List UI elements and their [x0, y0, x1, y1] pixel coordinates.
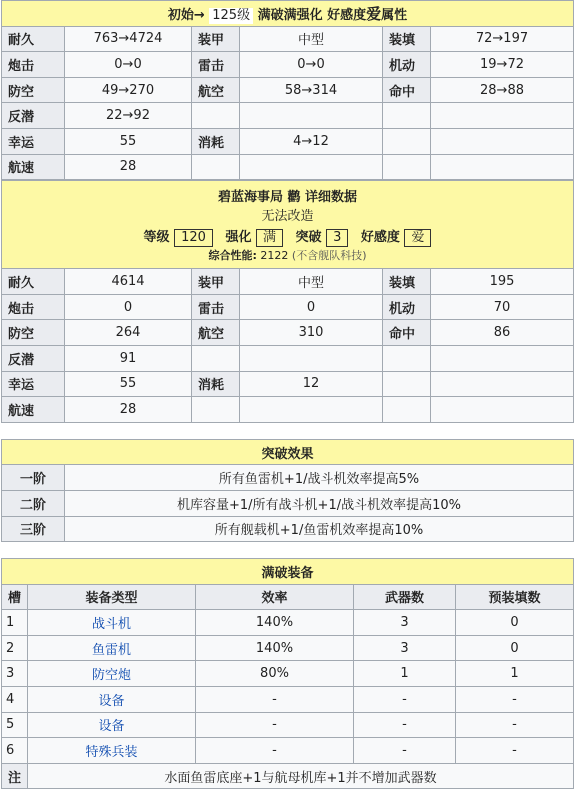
stat-row — [2, 269, 574, 295]
stat-row — [2, 52, 574, 78]
stat-label — [383, 397, 431, 423]
breakthrough-stage: 一阶 — [2, 465, 65, 491]
limit-break-label: 突破 — [295, 230, 322, 246]
equipment-column-header: 槽 — [2, 584, 28, 610]
stat-value: 4614 — [65, 269, 192, 295]
equipment-type-link[interactable]: 防空炮 — [28, 661, 196, 687]
stat-value: 58→314 — [240, 77, 383, 103]
breakthrough-effect: 机库容量+1/所有战斗机+1/战斗机效率提高10% — [65, 490, 574, 516]
stat-label: 反潜 — [2, 103, 65, 129]
equipment-efficiency: - — [196, 687, 354, 713]
equipment-row — [2, 712, 574, 738]
breakthrough-stage: 二阶 — [2, 490, 65, 516]
stat-value — [431, 345, 574, 371]
stat-label: 装填 — [383, 26, 431, 52]
stat-value: 195 — [431, 269, 574, 295]
stat-value: 310 — [240, 320, 383, 346]
equipment-weapon-count: - — [354, 712, 456, 738]
top-stats-header — [2, 1, 574, 27]
breakthrough-effect: 所有舰载机+1/鱼雷机效率提高10% — [65, 516, 574, 542]
stat-row — [2, 77, 574, 103]
affinity-selector[interactable]: 爱 — [404, 229, 431, 247]
stat-value: 中型 — [240, 269, 383, 295]
stat-label: 装甲 — [192, 269, 240, 295]
stat-value: 0→0 — [240, 52, 383, 78]
stat-label: 消耗 — [192, 371, 240, 397]
equipment-efficiency: - — [196, 738, 354, 764]
equipment-row — [2, 687, 574, 713]
stat-value: 28 — [65, 397, 192, 423]
stat-value: 4→12 — [240, 128, 383, 154]
stat-label: 防空 — [2, 77, 65, 103]
limit-break-selector[interactable]: 3 — [326, 229, 348, 247]
stat-label: 命中 — [383, 320, 431, 346]
breakthrough-row — [2, 490, 574, 516]
stat-value: 86 — [431, 320, 574, 346]
equipment-row — [2, 610, 574, 636]
equipment-weapon-count: - — [354, 738, 456, 764]
breakthrough-row — [2, 465, 574, 491]
stat-label — [192, 103, 240, 129]
no-retrofit-text: 无法改造 — [261, 209, 314, 225]
equipment-slot: 5 — [2, 712, 28, 738]
equipment-column-header: 效率 — [196, 584, 354, 610]
equipment-efficiency: 140% — [196, 610, 354, 636]
equipment-efficiency: 80% — [196, 661, 354, 687]
equipment-efficiency: - — [196, 712, 354, 738]
detail-stats-table — [1, 180, 574, 423]
stat-row — [2, 294, 574, 320]
detail-header — [2, 181, 574, 269]
stat-label: 幸运 — [2, 128, 65, 154]
stat-row — [2, 320, 574, 346]
equipment-column-headers — [2, 584, 574, 610]
performance-label: 综合性能: — [208, 249, 257, 263]
equipment-column-header: 装备类型 — [28, 584, 196, 610]
equipment-type-link[interactable]: 设备 — [28, 687, 196, 713]
stat-label — [192, 154, 240, 180]
breakthrough-table — [1, 439, 574, 542]
stat-label — [383, 345, 431, 371]
equipment-type-link[interactable]: 设备 — [28, 712, 196, 738]
stat-row — [2, 371, 574, 397]
breakthrough-effect: 所有鱼雷机+1/战斗机效率提高5% — [65, 465, 574, 491]
stat-label: 雷击 — [192, 52, 240, 78]
stat-value: 70 — [431, 294, 574, 320]
equipment-type-link[interactable]: 战斗机 — [28, 610, 196, 636]
stat-row — [2, 154, 574, 180]
equipment-header: 满破装备 — [2, 559, 574, 585]
top-title-suffix: 满破满强化 好感度 — [257, 7, 367, 23]
equipment-column-header: 预装填数 — [456, 584, 574, 610]
equipment-weapon-count: - — [354, 687, 456, 713]
stat-label: 炮击 — [2, 294, 65, 320]
stat-label — [383, 103, 431, 129]
enhance-selector[interactable]: 满 — [256, 229, 283, 247]
stat-value: 55 — [65, 371, 192, 397]
equipment-row — [2, 635, 574, 661]
stat-value — [431, 397, 574, 423]
level-label: 等级 — [143, 230, 170, 246]
stat-value — [431, 154, 574, 180]
equipment-type-link[interactable]: 鱼雷机 — [28, 635, 196, 661]
stat-value: 19→72 — [431, 52, 574, 78]
equipment-preload-count: - — [456, 687, 574, 713]
performance-value: 2122 — [260, 249, 289, 263]
stat-label: 装填 — [383, 269, 431, 295]
stat-label — [383, 154, 431, 180]
affinity-text: 爱 — [366, 4, 382, 23]
stat-value: 22→92 — [65, 103, 192, 129]
stat-value — [431, 103, 574, 129]
stat-label: 耐久 — [2, 26, 65, 52]
stat-label — [383, 128, 431, 154]
stat-label: 幸运 — [2, 371, 65, 397]
stat-label: 航空 — [192, 77, 240, 103]
stat-label: 反潜 — [2, 345, 65, 371]
stat-value: 12 — [240, 371, 383, 397]
equipment-preload-count: 0 — [456, 635, 574, 661]
stat-label: 消耗 — [192, 128, 240, 154]
stat-label — [192, 345, 240, 371]
equipment-slot: 6 — [2, 738, 28, 764]
equipment-preload-count: 1 — [456, 661, 574, 687]
equipment-slot: 1 — [2, 610, 28, 636]
equipment-note: 水面鱼雷底座+1与航母机库+1并不增加武器数 — [28, 763, 574, 789]
stat-label: 耐久 — [2, 269, 65, 295]
stat-label — [383, 371, 431, 397]
equipment-weapon-count: 3 — [354, 610, 456, 636]
stat-label: 机动 — [383, 294, 431, 320]
equipment-type-link[interactable]: 特殊兵装 — [28, 738, 196, 764]
equipment-slot: 2 — [2, 635, 28, 661]
stat-value — [240, 154, 383, 180]
stat-label: 航空 — [192, 320, 240, 346]
stat-value: 49→270 — [65, 77, 192, 103]
stat-row — [2, 128, 574, 154]
stat-label: 炮击 — [2, 52, 65, 78]
stat-value: 0→0 — [65, 52, 192, 78]
stat-label: 装甲 — [192, 26, 240, 52]
stat-label: 防空 — [2, 320, 65, 346]
stat-label: 雷击 — [192, 294, 240, 320]
stat-value: 72→197 — [431, 26, 574, 52]
stat-row — [2, 26, 574, 52]
equipment-slot: 3 — [2, 661, 28, 687]
stat-row — [2, 345, 574, 371]
equipment-table — [1, 558, 574, 789]
equipment-row — [2, 661, 574, 687]
stat-value: 55 — [65, 128, 192, 154]
equipment-preload-count: 0 — [456, 610, 574, 636]
stat-row — [2, 103, 574, 129]
detail-controls — [6, 226, 569, 247]
equipment-weapon-count: 1 — [354, 661, 456, 687]
stat-label — [192, 397, 240, 423]
top-stats-table — [1, 0, 574, 180]
stat-label: 命中 — [383, 77, 431, 103]
detail-title: 碧蓝海事局 鹳 详细数据 — [217, 190, 358, 206]
breakthrough-header: 突破效果 — [2, 439, 574, 465]
performance-line — [6, 247, 569, 263]
level-badge: 125级 — [209, 8, 253, 24]
stat-value — [240, 397, 383, 423]
stat-value: 28→88 — [431, 77, 574, 103]
top-title-prefix: 初始→ — [167, 7, 205, 23]
stat-value: 0 — [65, 294, 192, 320]
affinity-label: 好感度 — [360, 230, 400, 246]
equipment-preload-count: - — [456, 738, 574, 764]
performance-note: (不含舰队科技) — [291, 249, 367, 263]
breakthrough-row — [2, 516, 574, 542]
stat-value: 264 — [65, 320, 192, 346]
stat-label: 机动 — [383, 52, 431, 78]
equipment-weapon-count: 3 — [354, 635, 456, 661]
equipment-row — [2, 738, 574, 764]
stat-label: 航速 — [2, 154, 65, 180]
level-selector[interactable]: 120 — [174, 229, 213, 247]
stat-value — [240, 103, 383, 129]
stat-value: 28 — [65, 154, 192, 180]
equipment-slot: 4 — [2, 687, 28, 713]
top-title-end: 属性 — [381, 7, 408, 23]
stat-row — [2, 397, 574, 423]
stat-value: 763→4724 — [65, 26, 192, 52]
breakthrough-stage: 三阶 — [2, 516, 65, 542]
note-label: 注 — [2, 763, 28, 789]
stat-value: 91 — [65, 345, 192, 371]
enhance-label: 强化 — [225, 230, 252, 246]
equipment-preload-count: - — [456, 712, 574, 738]
stat-value — [240, 345, 383, 371]
stat-value — [431, 371, 574, 397]
stat-value: 0 — [240, 294, 383, 320]
equipment-efficiency: 140% — [196, 635, 354, 661]
equipment-column-header: 武器数 — [354, 584, 456, 610]
stat-label: 航速 — [2, 397, 65, 423]
stat-value: 中型 — [240, 26, 383, 52]
stat-value — [431, 128, 574, 154]
